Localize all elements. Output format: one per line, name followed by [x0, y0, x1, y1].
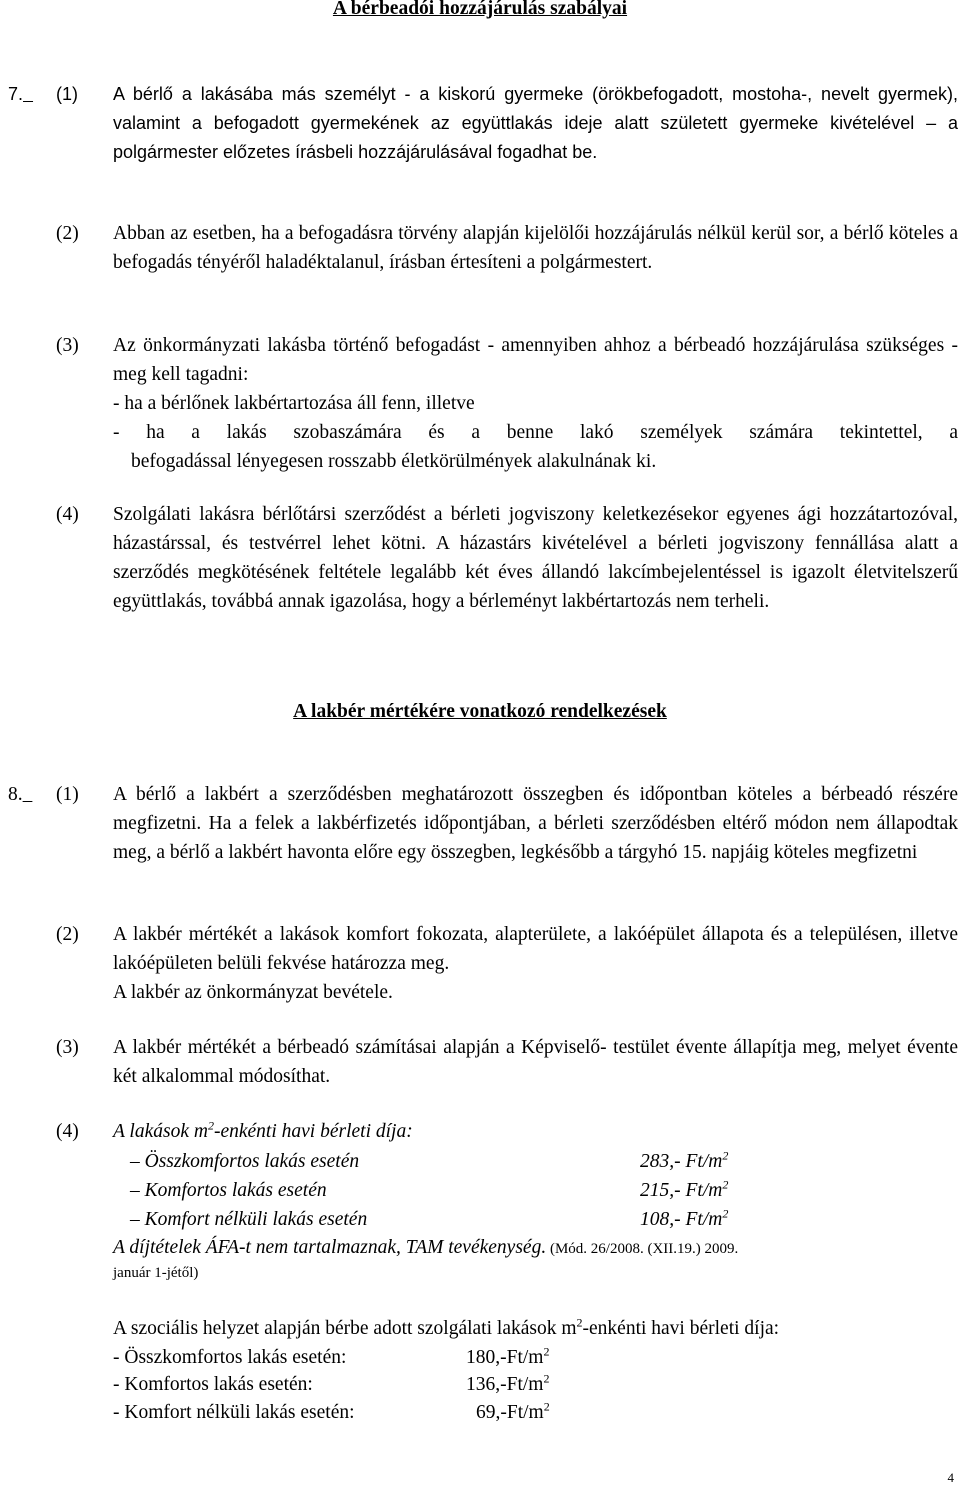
section-title-rent: A lakbér mértékére vonatkozó rendelkezések	[293, 701, 667, 722]
paragraph-label: (1)	[56, 84, 78, 104]
paragraph-8-1: A bérlő a lakbért a szerződésben meghatározott összegben és időpontban köteles a bérbeadó részére megfizetni. Ha a felek a lakbérfizetés időpontjában, a bérleti szerződésben eltérő módon nem állapodtak meg, a bérlő a lakbért havonta előre egy összegben, legkésőbb a tárgyhó 15. napjáig köteles megfizetni	[113, 784, 958, 863]
paragraph-7-1: A bérlő a lakásába más személyt - a kiskorú gyermeke (örökbefogadott, mostoha-, nevelt gyermek), valamint a befogadott gyermekének az együttlakás ideje alatt született gyermeke kivételével – a polgármester előzetes írásbeli hozzájárulásával fogadhat be.	[113, 84, 958, 162]
list-item: - ha a bérlőnek lakbértartozása áll fenn, illetve	[113, 393, 475, 414]
paragraph-7-3	[113, 331, 958, 476]
page-number: 4	[947, 1470, 954, 1485]
social-rate-value-full-comfort: $180,-Ft/m^2$	[466, 1344, 550, 1368]
list-item: - ha a lakás szobaszámára és a benne lakó személyek számára tekintettel, a	[113, 422, 958, 443]
vat-note: A díjtételek ÁFA-t nem tartalmaznak, TAM tevékenység. (Mód. 26/2008. (XII.19.) 2009.	[113, 1237, 739, 1258]
paragraph-label: (2)	[56, 223, 79, 244]
paragraph-8-2-revenue: A lakbér az önkormányzat bevétele.	[113, 982, 393, 1003]
social-rate-label-no-comfort: - Komfort nélküli lakás esetén:	[113, 1402, 355, 1423]
rate-label-full-comfort: – Összkomfortos lakás esetén	[130, 1151, 360, 1172]
rate-value-full-comfort: 283,- $Ft/m^2$	[640, 1148, 729, 1172]
rate-label-comfort: – Komfortos lakás esetén	[130, 1180, 327, 1201]
social-rate-label-full-comfort: - Összkomfortos lakás esetén:	[113, 1347, 347, 1368]
paragraph-7-3-intro: Az önkormányzati lakásba történő befogadást - amennyiben ahhoz a bérbeadó hozzájárulása szükséges - meg kell tagadni:	[113, 335, 958, 385]
social-rate-value-comfort: $136,-Ft/m^2$	[466, 1371, 550, 1395]
paragraph-8-3: A lakbér mértékét a bérbeadó számításai alapján a Képviselő- testület évente állapítja meg, melyet évente két alkalommal módosíthat.	[113, 1037, 958, 1087]
list-item-continuation: befogadással lényegesen rosszabb életkörülmények alakulnának ki.	[131, 451, 657, 472]
paragraph-8-2	[113, 920, 958, 1007]
section-number-8: 8.	[8, 784, 23, 805]
section-title-consent: A bérbeadói hozzájárulás szabályai	[332, 0, 628, 19]
paragraph-label: (3)	[56, 335, 79, 356]
paragraph-label: (4)	[56, 1121, 79, 1142]
rent-heading: A lakások $m^2$-enkénti havi bérleti díja:	[113, 1118, 413, 1142]
social-rate-value-no-comfort: $69,-Ft/m^2$	[476, 1399, 550, 1423]
paragraph-label: (2)	[56, 924, 79, 945]
paragraph-7-4: Szolgálati lakásra bérlőtársi szerződést a bérleti jogviszony keletkezésekor egyenes ági hozzátartozóval, házastárssal, és testvérrel lehet kötni. A házastárs kivételével a bérleti jogviszony fennállása alatt a szerződés megkötésének feltétele legalább két éves állandó lakcímbejelentéssel is igazolt életvitelszerű együttlakás, továbbá annak igazolása, hogy a bérleményt lakbértartozás nem terheli.	[113, 504, 958, 612]
social-rent-heading: A szociális helyzet alapján bérbe adott szolgálati lakások $m^2$-enkénti havi bérleti díja:	[113, 1315, 780, 1339]
section-number-7: 7.	[8, 84, 24, 104]
rate-value-comfort: 215,- $Ft/m^2$	[640, 1177, 729, 1201]
modification-note: január 1-jétől)	[113, 1265, 199, 1281]
paragraph-label: (3)	[56, 1037, 79, 1058]
paragraph-label: (1)	[56, 784, 79, 805]
paragraph-label: (4)	[56, 504, 79, 525]
social-rate-label-comfort: - Komfortos lakás esetén:	[113, 1374, 313, 1395]
rate-value-no-comfort: 108,- $Ft/m^2$	[640, 1206, 729, 1230]
paragraph-8-2-main: A lakbér mértékét a lakások komfort fokozata, alapterülete, a lakóépület állapota és a településen, illetve lakóépületen belüli fekvése határozza meg.	[113, 924, 958, 974]
rate-label-no-comfort: – Komfort nélküli lakás esetén	[130, 1209, 368, 1230]
paragraph-7-2: Abban az esetben, ha a befogadásra törvény alapján kijelölői hozzájárulás nélkül kerül sor, a bérlő köteles a befogadás tényéről haladéktalanul, írásban értesíteni a polgármestert.	[113, 223, 958, 273]
